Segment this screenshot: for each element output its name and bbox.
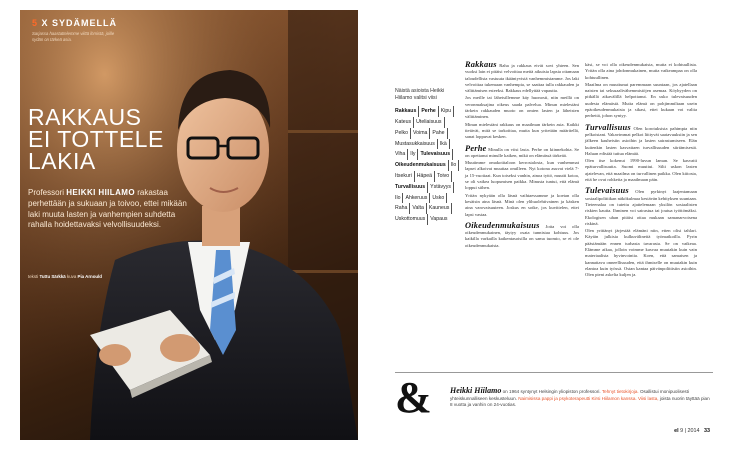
issue-number: 9 | 2014 [680,428,700,434]
theme-item: Ilo [451,160,459,171]
bio-highlight: Tehnyt tietokirjoja. [601,389,639,394]
section-number: 5 [32,18,39,28]
lead-prefix: Professori [28,188,65,197]
paragraph: Jotta voi olla oikeudenmukainen, täytyy osata tunnistaa kohtuus. Jos kaikilla varkailla kaikentasoisilla on sama tuomio, se ei ole oikeudenmukaista. [465,223,579,248]
theme-item: Kauneus [429,203,452,214]
bio-text: joista nuorin täyttää pian 8 vuotta ja vanhin on 24-vuotias. [450,395,710,408]
hand [160,334,200,362]
paragraph: Jos meille tai läheisillemme käy huonosti, niin meillä on veronmaksajina oikeus saada palvelua. Minun mielestäni tärkein rakkauden muoto on omien lasten ja läheisten välittäminen. [465,95,579,120]
heading-rakkaus: Rakkaus [465,60,497,69]
shelf-edge [288,270,358,273]
headline-line: LAKIA [28,148,96,174]
section-kicker [32,18,117,28]
bio-text: Osallistui monipuolisesti yhteiskunnalliseen keskusteluun. [450,389,689,401]
lead-name: HEIKKI HIILAMO [66,188,135,197]
headline-line: RAKKAUS [28,104,142,130]
credit-photo-label: kuva [67,274,77,279]
credit-text-label: teksti [28,274,39,279]
theme-item: Ikä [440,139,450,150]
magazine-name: el [674,428,679,434]
bio-highlight: Viisi lasta, [637,395,659,401]
folio [674,428,710,434]
paragraph: Olen yrittänyt järjestää elämäni niin, etten olisi tahlari. Käytän julkisia kulkuvälineitä työmatkoilla. Pyrin päästämään ennen turhasta tavarasta. Se on vaikeaa. Elämme aikaa, jolloin voimme kasvaa muutakin kuin vain materiaalista hyvinvointia. Koen, että samaisen ja kannattava onneellisuuden, että ihmiselle on muutakin kuin elantoa kuin työssä. Ostan kantaa päivänpolittisiin asioihin. Olen pieni askelta kuljen ja. [585,228,697,278]
article-column-1 [465,62,579,254]
theme-item: Uteliaisuus [416,117,444,128]
right-page [375,10,720,440]
theme-item: Häpeä [417,171,435,182]
theme-item: Ily [410,149,418,160]
credit-photo-name: Pia Arnould [77,274,102,279]
theme-item: Itsekuri [395,171,415,182]
theme-item: Kateus [395,117,414,128]
heading-tulevaisuus: Tulevaisuus [585,186,629,196]
paragraph: käsi, se voi olla oikeudenmukaista, mutta ei kohtuullista. Yritän olla aina johdonmukainen, mutta vaikeampaa on olla kohtuullinen. [585,62,697,80]
paragraph: Minulla on viisi lasta. Perhe on kiinnekohta. Se on opettanut minulle kaiken, mikä on elämässä tärkeää. [465,146,579,158]
paragraph: Minun mielestäni rakkaus on maailman tärkein asia. Kaikki tietävät, mitä se tarkoittaa, mutta kun yritetään määritellä, sanat loppuvat kesken. [465,121,579,140]
ampersand-logo: & [395,373,432,422]
theme-item: Toivo [437,171,452,182]
bio-box [450,388,712,409]
bio-highlight: Naimisissa pappi ja psykoterapeutti Kirsi Hiilamon kanssa. [518,395,637,401]
theme-item: Oikeudenmukaisuus [395,160,449,171]
paragraph: Olen itse kokenut 1990-luvun laman. Se kasvatti epäturvallisuutta. Suomi muuttui. Silti uskon lasten ajatelevan, että maailma on turvallinen paikka. Olen kiitosta, että he ovat rohkeita ja maailmaan päin. [585,158,697,183]
theme-item: Tulevaisuus [420,149,453,160]
bio-name: Heikki Hiilamo [450,386,502,395]
article-column-2 [585,62,697,284]
paragraph: Raha ja rakkaus eivät sovi yhteen. Sen vuoksi lain ei pitäisi velvoittaa meitä aikuisia lapsia ottamaan taloudellista vastuuta ikääntyvistä vanhemmistamme. Jos laki velvoittaa tukemaan vanhempia, se saattaa tulla rakkauden ja välittämisen esteeksi. Rakkaus edellyttää vapautta. [465,63,579,94]
theme-item: Voima [413,128,430,139]
paragraph: Olen pyrkinyt laajentamaan sosiaalipolitiikan näkökulmaa kestävän kehityksen suuntaan. Tieteenalaa on tutettu ajattelemaan yksilön sosiaalisten riskien kautta. Ihminen voi sairastua tai joutua työttömäksi. Ekologisen uhan pitäisi ottaa mukaan samanarvoisena riskinä. [585,189,697,226]
theme-item: Uskottomuus [395,214,428,225]
themes-sidebar [395,88,463,225]
theme-item: Pahe [432,128,447,139]
paragraph: Muutimme omakotitaloon kerrostalosta, kun vanhemmat lapset alkoivat muuttaa omilleen. Nyt kotona asuvat vielä 7- ja 15-vuotiaat. Kun toiseksi vanhin, ainoa tyttö, muutti kotoa, se oli vaikea luopumisen paikka. Minusta tuntui, että elämä loppui siihen. [465,160,579,191]
theme-item: Rakkaus [395,106,419,117]
headline-line: EI TOTTELE [28,126,164,152]
theme-item: Kipu [441,106,454,117]
lead-paragraph [28,188,188,231]
theme-list [395,106,463,225]
theme-item: Ilo [395,193,403,204]
headline [28,106,178,172]
heading-oikeudenmukaisuus: Oikeudenmukaisuus [465,220,540,230]
theme-item: Pelko [395,128,411,139]
lead-text: rakastaa perhettään ja sukuaan ja toivoo, ettei mikään laki muuta lasten ja vanhempien suhdetta rahalla hoidettavaksi velvollisuudeksi. [28,188,187,230]
theme-item: Turvallisuus [395,182,428,193]
section-name: X SYDÄMELLÄ [41,18,118,28]
theme-item: Raha [395,203,410,214]
paragraph: Olen korotuksista pahimpia niin pelkoistani. Vakavimmat pelkot liittyvät saatavuuksiin ja sen jälkeen kauheisiin asioihin ja lasten sairastumiseen. Elän kuitenkin lasten kasvattaen turvallisuuden siirtämisestä. Haluan edistää tuttua elämää. [585,125,697,156]
page-number: 33 [704,428,710,434]
heading-turvallisuus: Turvallisuus [585,122,631,132]
bio-text: on 1964 syntynyt Helsingin yliopiston professori. [502,389,601,394]
theme-item: Mustasukkaisuus [395,139,438,150]
theme-item: Vapaus [430,216,448,223]
theme-item: Ahkeruus [405,193,430,204]
credit-text-name: Tuttu Särkkä [39,274,66,279]
theme-item: Perhe [421,106,438,117]
theme-item: Valta [412,203,426,214]
shelf-edge [288,130,358,133]
heading-perhe: Perhe [465,143,487,153]
left-page [20,10,358,440]
theme-item: Ystävyys [430,182,454,193]
paragraph: Maailma on muuttunut paremmaan suuntaan, jos ajatellaan naisten tai seksuaalivähemmistöjen asemaa. Köyhyyden on pitkällä aikavälillä helpottanut. En usko tulevaisuuden uudesta elämästä. Mutta elämä on pohjimmiltaan usein epäoikeudenmukaista ja sikasi, ettei kukaan voi valita perhettä, johon syntyy. [585,81,697,119]
paragraph: Yritän nykyään olla läsnä vaihtaessamme ja koetan olla kesäisin aina läsnä. Minä olen ylihuolehtivainen ja käsken aina varovaisuuteen. Joskus en sotke, jos kuvittelen, ettei lapsi vastaa. [465,192,579,217]
credit-line [28,274,102,279]
section-note: Sarjassa haastattelemme viittä ihmistä, joille sydän on tärkeä asia. [32,31,115,42]
theme-item: Viha [395,149,408,160]
theme-item: Usko [432,193,447,204]
neck [202,206,240,246]
divider [395,372,713,373]
sidebar-intro: Näistä asioista Heikki Hiilamo valitsi viisi [395,88,445,101]
hand [99,344,131,366]
